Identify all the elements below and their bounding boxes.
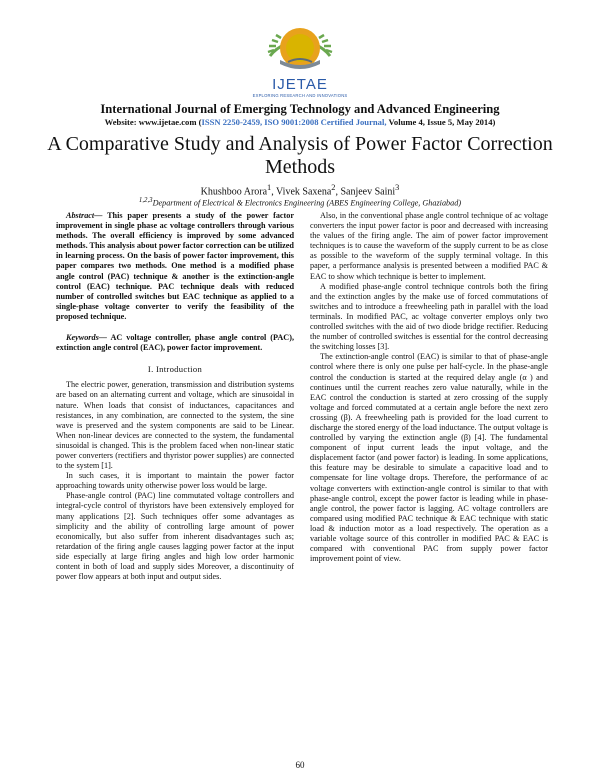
paragraph: Phase-angle control (PAC) line commutated voltage controllers and integral-cycle control of thyristors have been extensively employed for many applications [2]. Such techniques offer some advantages as simplicity and the ability of controlling large amount of power economically, but also suffer from inherent disadvantages such as; retardation of the firing angle causes lagging power factor at the input side especially at large firing angles and high low order harmonic content in both of load and supply sides Moreover, a discontinuity of power flow appears at both input and output sides. bbox=[56, 491, 294, 582]
author-2-sup: 2 bbox=[331, 183, 336, 192]
keywords-text: AC voltage controller, phase angle control (PAC), extinction angle control (EAC), power factor improvement. bbox=[56, 333, 294, 353]
paragraph: The extinction-angle control (EAC) is similar to that of phase-angle control where there is only one pulse per half-cycle. In the phase-angle control the conduction is started at the required delay angle (α ) and continues until the current reaches zero value naturally, while in the EAC control the conduction is started at zero crossing of the supply voltage and forced commutated at a certain angle before the next zero crossing (β). A freewheeling path is provided for the load current to discharge the stored energy of the load inductance. The output voltage is controlled by varying the extinction angle (β) [4]. The fundamental component of input current leads the input voltage, and the displacement factor (and power factor) is leading. In some applications, this feature may be desirable to simulate a capacitive load and to compensate for line voltage drops. Therefore, the performance of ac voltage converters with extinction-angle control is similar to that with phase-angle control, except the power factor is leading while in phase-angle control, the power factor is lagging. AC voltage controllers are compared using modified PAC technique & EAC technique with static load & induction motor as a load respectively. The operation as a variable voltage source of this controller in modified PAC & EAC is compared with conventional PAC from supply power factor improvement point of view. bbox=[310, 352, 548, 564]
left-column bbox=[56, 211, 294, 582]
abstract-label: Abstract— bbox=[66, 211, 103, 220]
page-number: 60 bbox=[295, 760, 305, 770]
paragraph: A modified phase-angle control technique controls both the firing and the extinction angles by the make use of forced commutations of switches and to introduce a freewheeling path in parallel with the load terminals. In modified PAC, ac voltage converter employs only two controlled switches with the aid of two diode bridge rectifier. Reducing the number of controlled switches is essential for the control decreasing the switching losses [3]. bbox=[310, 281, 548, 352]
logo-text: IJETAE bbox=[272, 76, 328, 93]
author-1-sup: 1 bbox=[267, 183, 272, 192]
abstract bbox=[56, 211, 294, 322]
journal-name: International Journal of Emerging Technology and Advanced Engineering bbox=[100, 102, 500, 116]
keywords-label: Keywords— bbox=[66, 333, 107, 343]
affiliation bbox=[0, 197, 600, 208]
issn-link[interactable]: ISSN 2250-2459, ISO 9001:2008 Certified Journal, bbox=[201, 117, 387, 127]
paper-title: A Comparative Study and Analysis of Power Factor Correction Methods bbox=[47, 133, 553, 178]
website-prefix: Website: www.ijetae.com ( bbox=[104, 117, 202, 127]
section-heading-introduction: I. Introduction bbox=[147, 364, 203, 375]
website-suffix: Volume 4, Issue 5, May 2014) bbox=[386, 117, 496, 127]
paragraph: In such cases, it is important to maintain the power factor approaching towards unity otherwise power loss would be large. bbox=[56, 471, 294, 491]
paragraph: The electric power, generation, transmission and distribution systems are based on an alternating current and voltage, which are sinusoidal in nature. When loads that consist of inductances, capacitances and resistances, in any combination, are connected to the system, the sine wave is preserved and the system components are said to be Linear. When non-linear devices are connected to the system, the fundamental sinusoidal is changed. This is the problem faced when non-linear static power converters (rectifiers and thyristor power supplies) are connected to the system [1]. bbox=[56, 380, 294, 471]
author-3: Sanjeev Saini bbox=[340, 186, 396, 198]
journal-website bbox=[0, 117, 600, 127]
author-2: Vivek Saxena bbox=[276, 186, 332, 198]
affiliation-text: Department of Electrical & Electronics Engineering (ABES Engineering College, Ghaziabad) bbox=[152, 198, 462, 208]
affiliation-sup: 1,2,3 bbox=[138, 197, 153, 204]
paragraph: Also, in the conventional phase angle control technique of ac voltage converters the input power factor is poor and decreased with increasing the values of the firing angle. The aim of power factor improvement techniques is to cause the waveform of the supply current to be as close as possible to the waveform of the supply terminal voltage. In this paper, a performance analysis is presented between a modified PAC & EAC to show which technique is better to implement. bbox=[310, 211, 548, 281]
author-1: Khushboo Arora bbox=[200, 186, 268, 198]
keywords bbox=[56, 333, 294, 353]
author-3-sup: 3 bbox=[395, 183, 400, 192]
logo-tagline: EXPLORING RESEARCH AND INNOVATIONS bbox=[252, 93, 348, 98]
abstract-text: This paper presents a study of the power factor improvement in single phase ac voltage controllers through various methods. The overall efficiency is improved by some advanced methods. This analysis about power factor correction can be utilized in learning process. On the basis of power factor improvement, this paper compares two methods. One method is a modified phase angle control (PAC) technique & another is the extinction-angle control (EAC) technique. PAC technique deals with reduced number of controlled switches but EAC technique as applied to a single-phase voltage converter to verify the feasibility of the proposed technique. bbox=[56, 211, 294, 321]
right-column bbox=[310, 211, 548, 564]
author-list: Khushboo Arora$^1$, Vivek Saxena$^2$, Sanjeev Saini$^3$ bbox=[200, 183, 400, 198]
